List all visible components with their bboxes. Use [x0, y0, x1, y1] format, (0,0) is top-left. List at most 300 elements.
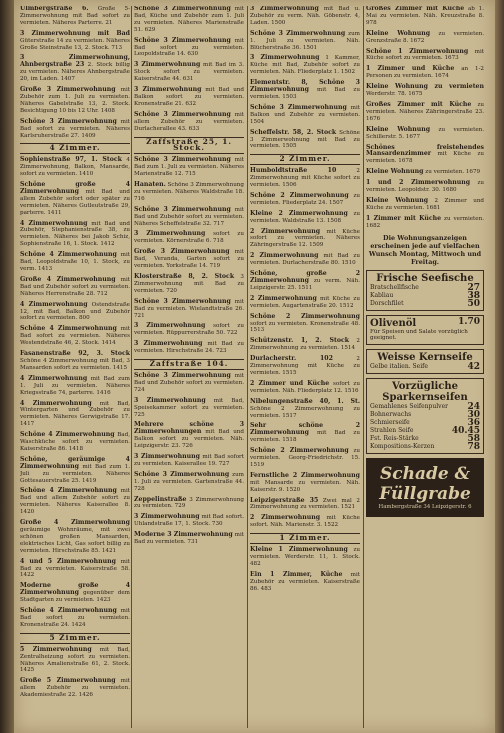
price-row [370, 363, 480, 371]
ad-body: mit Balkon und Zubehör zu vermieten. 1504 [250, 104, 360, 125]
ad-body: mit Bad zu vermieten. Durlacherstraße 80. 1510 [250, 253, 360, 267]
classified-ad [134, 323, 244, 337]
classified-ad [250, 572, 360, 593]
ad-headline: Ulmbergstraße 6. [20, 6, 89, 12]
product-name: Kompositions-Kerzen [370, 443, 435, 451]
classified-ad [250, 6, 360, 27]
olivenoel-title: Olivenöl [370, 317, 417, 329]
ad-headline: Schöne 4 Zimmerwohnung [20, 487, 117, 495]
ad-headline: Ein 1 Zimmer, Küche [250, 570, 343, 578]
ad-body: mit Bad, Zentralheizung sofort zu vermieten. Näheres Amalienstraße 61, 2. Stock. 1425 [20, 646, 130, 674]
ad-headline: 1 und 2 Zimmerwohnung [366, 179, 471, 187]
ad-list-col3-b [250, 168, 360, 529]
classified-ad [20, 252, 130, 273]
ad-body: geräumige Wohnräume, mit zwei schönen großen Mansarden, elektrisches Licht, Gas sofort billig zu vermieten. Hirschstraße 85. 1421 [20, 527, 130, 554]
column-2 [134, 6, 244, 728]
ad-headline: 3 Zimmerwohnung [134, 453, 200, 461]
ad-body: mit Bad und allem Zubehör sofort zu vermieten. Näheres Kaiserallee 8. 1420 [20, 488, 130, 516]
ad-body: zum 1. Juli zu vermieten. Gartenstraße 44. 728 [134, 471, 244, 492]
ad-headline: Schöne 4 Zimmerwohnung [20, 251, 117, 259]
kernseife-title: Weisse Kernseife [377, 352, 473, 364]
ad-headline: Fernstliche 2 Zimmerwohnung [250, 471, 360, 479]
section-heading-1-zimmer: 1 Zimmer. [250, 533, 360, 544]
ad-headline: Kleine 1 Zimmerwohnung [250, 546, 348, 554]
ad-body: mit Bad zu vermieten. Wielandtstraße 26. 721 [134, 298, 244, 319]
ad-body: Schöne 4 Zimmerwohnung mit Bad, 3 Mansarden sofort zu vermieten. 1415 [20, 357, 130, 371]
newspaper-page [14, 0, 495, 733]
classified-ad [20, 432, 130, 453]
ad-headline: Schöne 3 Zimmerwohnung [134, 110, 231, 118]
product-name: Bratschellfische [370, 283, 419, 291]
publication-notice: Die Wohnungsanzeigen erscheinen jede auf vielfachen Wunsch Montag, Mittwoch und Freitag. [368, 233, 482, 266]
advert-seefische-title: Frische Seefische [376, 272, 474, 284]
ad-body: mit Bad, Wintergarten und Zubehör zu vermieten. Näheres Gerwigstraße 17. 1417 [20, 400, 130, 428]
classified-ad [250, 130, 360, 151]
ad-headline: Hanaten. [134, 181, 166, 189]
ad-body: sofort zu vermieten. Körnerstraße 6. 718 [134, 231, 244, 245]
product-name: Bohnerwachs [370, 411, 412, 419]
classified-ad [134, 231, 244, 245]
classified-ad [366, 169, 484, 176]
ad-headline: 3 Zimmerwohnung [250, 6, 319, 12]
classified-ad [250, 55, 360, 76]
ad-body: Güterstraße 14 zu vermieten. Näheres Große Steinstraße 13, 2. Stock. 713 [20, 37, 130, 51]
ad-headline: Schöne 4 Zimmerwohnung [20, 607, 117, 615]
classified-ad [250, 271, 360, 292]
ad-headline: 2 Zimmerwohnung [250, 252, 319, 260]
price-row [370, 427, 480, 435]
ad-list-col2-b [134, 157, 244, 355]
ad-headline: Schönes freistehendes Mansardenzimmer [366, 143, 484, 158]
ad-body: Werderstr. 78. 1675 [366, 91, 423, 98]
ad-headline: Kleine 2 Zimmerwohnung [250, 209, 348, 217]
advert-schade-fuellgrabe [366, 458, 484, 517]
ad-headline: 3 Zimmerwohnung [250, 54, 320, 62]
ad-body: mit Bad sofort. Uhlandstraße 17, 1. Stock. 730 [134, 514, 244, 528]
ad-headline: Schöne 4 Zimmerwohnung [20, 431, 115, 439]
ad-body: mit Bad, Küche und Zubehör zum 1. Juli zu vermieten. Näheres Marienstraße 51. 629 [134, 6, 244, 33]
ad-body: 3 Zimmerwohnung mit Bad zu vermieten. 720 [134, 274, 244, 294]
ad-headline: Kleine Wohnung [366, 125, 431, 133]
price-row [370, 435, 480, 443]
ad-headline: Schöne 3 Zimmerwohnung [250, 103, 347, 111]
classified-ad [366, 102, 484, 123]
classified-ad [250, 31, 360, 52]
price-row [370, 411, 480, 419]
ad-headline: Schöne 2 Zimmerwohnung [250, 447, 349, 455]
section-heading-4-zimmer: 4 Zimmer. [20, 143, 130, 154]
ad-body: gegenüber dem Stadtgarten zu vermieten. 1423 [20, 590, 130, 604]
classified-ad [250, 423, 360, 444]
ad-body: Schöne 2 Zimmerwohnung zu vermieten. 1517 [250, 405, 360, 419]
ad-body: mit Bad zu vermieten. 1503 [250, 87, 360, 100]
classified-ad [134, 373, 244, 394]
store-address: Hambergstraße 34 Leipzigerstr. 6 [378, 504, 472, 511]
ad-list-col1-b [20, 157, 130, 628]
ad-body: Zwei mal 2 Zimmerwohnung zu vermieten. 1521 [250, 497, 360, 511]
ad-headline: Sehr schöne 2 Zimmerwohnung [250, 422, 360, 437]
classified-ad [134, 6, 244, 34]
ad-body: 4 Zimmerwohnung, Balkon, Mansarde, sofort zu vermieten. 1410 [20, 157, 130, 178]
classified-ad [250, 80, 360, 101]
section-heading-zaffstrasse: Zaffstraße 25, 1. Stock. [134, 137, 244, 155]
ad-headline: Schöne, geräumige 4 Zimmerwohnung [20, 455, 130, 470]
ad-headline: Schöne, große 2 Zimmerwohnung [250, 270, 360, 284]
classified-ad [366, 31, 484, 45]
ad-body: mit Bad sofort zu vermieten. Näheres Karlsruherstraße 27. 1409 [20, 118, 130, 139]
classified-ad [134, 398, 244, 419]
sparkernseifen-title: Vorzügliche Sparkernseifen [382, 381, 468, 404]
classified-ad [134, 249, 244, 270]
classified-ad [20, 87, 130, 115]
ad-headline: Schöne 3 Zimmerwohnung [134, 205, 231, 213]
ad-headline: Nibelungenstraße 40, 1. St. [250, 397, 360, 405]
ad-body: mit Bad und Zubehör sofort zu vermieten. Näheres Scheffelstraße 32. 717 [134, 206, 244, 227]
ad-headline: 4 und 5 Zimmerwohnung [20, 557, 116, 565]
store-logo: Schade & Füllgrabe [379, 464, 471, 505]
classified-ad [20, 277, 130, 298]
ad-headline: Fasanenstraße 92, 3. Stock [20, 350, 130, 358]
ad-body: mit Mansarde zu vermieten. Näh. Kaiserstr. 9. 1520 [250, 479, 360, 493]
ad-headline: Schöne 3 Zimmerwohnung [20, 117, 117, 125]
classified-ad [250, 356, 360, 377]
classified-ad [20, 583, 130, 604]
classified-ad [366, 66, 484, 80]
ad-list-col1-c [20, 647, 130, 699]
product-price: 50 [467, 298, 480, 309]
ad-body: mit Zubehör zum 1. Juli zu vermieten. Näheres Gabelstraße 13, 2. Stock. Besichtigung 10 bis 12 Uhr. 1408 [20, 87, 130, 114]
product-price: 58 [467, 434, 480, 445]
ad-body: mit allem Zubehör zu vermieten. Durlacherallee 43. 633 [134, 111, 244, 132]
ad-headline: 4 Zimmerwohnung [20, 374, 88, 382]
classified-ad [366, 84, 484, 98]
classified-ad [134, 62, 244, 83]
ad-body: 1 Kammer, Küche mit Bad, Zubehör sofort zu vermieten. Näh. Fliederplatz 1. 1502 [250, 55, 360, 76]
ad-body: sofort zu vermieten. Rüppurrerstraße 50. 722 [134, 323, 244, 337]
ad-body: mit Zubehör zu vermieten. Kaiserstraße 86. 483 [250, 571, 360, 592]
classified-ad [20, 221, 130, 249]
classified-ad [250, 338, 360, 352]
column-1 [20, 6, 130, 728]
price-row [370, 300, 480, 308]
classified-ad [20, 457, 130, 485]
product-price: 24 [467, 402, 480, 413]
ad-body: Schöne 3 Zimmerwohnung mit Bad zu vermieten. 1505 [250, 129, 360, 150]
column-rule [131, 6, 132, 728]
classified-ad [20, 55, 130, 83]
ad-body: mit Küche zu vermieten. 1678 [366, 151, 484, 165]
ad-body: mit Bad zum 1. Juli zu vermieten. Näheres Marienstraße 12. 715 [134, 157, 244, 178]
classified-ad [366, 180, 484, 194]
ad-headline: Große 3 Zimmerwohnung [20, 86, 116, 94]
advert-seefische [366, 270, 484, 311]
classified-ad [250, 105, 360, 126]
price-row [370, 292, 480, 300]
classified-ad [250, 193, 360, 207]
ad-body: Ostendstraße 12, mit Bad, Balkon und Zubehör sofort zu vermieten. 800 [20, 301, 130, 322]
ad-body: 2 Zimmerwohnung zu vermieten. 1514 [250, 338, 360, 352]
ad-headline: Kleine Wohnung [366, 29, 431, 37]
sparkernseifen-items [370, 403, 480, 451]
ad-body: sofort zu vermieten. Kronenstraße 48. 1513 [250, 320, 360, 334]
advert-seefische-items [370, 284, 480, 308]
classified-ad [250, 229, 360, 250]
ad-headline: Schöne 2 Zimmerwohnung [250, 191, 349, 199]
ad-body: mit Bad und Zubehör, Stephanienstraße 38, zu vermieten. Näheres bei Jakob Schiz, Sophienstraße 16, 1. Stock. 1412 [20, 220, 130, 248]
ad-headline: Moderne 3 Zimmerwohnung [134, 531, 233, 539]
ad-body: zum 1. Juli zu vermieten. Näh. Blücherstraße 36. 1501 [250, 30, 360, 51]
ad-headline: Sophienstraße 97, 1. Stock [20, 156, 122, 164]
ad-headline: Schöne große 4 Zimmerwohnung [20, 181, 130, 195]
ad-body: zu vermieten. Werderstr. 11, 1. Stock. 482 [250, 547, 360, 567]
advert-sparkernseifen [366, 378, 484, 454]
ad-body: zu vermieten. Fliederplatz 24. 1507 [250, 192, 360, 206]
ad-headline: 4 Zimmerwohnung [20, 219, 88, 227]
page-edge [495, 0, 504, 733]
classified-ad [20, 6, 130, 27]
classified-ad [134, 274, 244, 295]
ad-body: mit Bad sofort zu vermieten. Kaiserallee 19. 727 [134, 454, 244, 467]
ad-body: Schöne 3 Zimmerwohnung zu vermieten. Näheres Waldstraße 18. 716 [134, 182, 244, 202]
ad-body: 3 Zimmerwohnung zu vermieten. 729 [134, 496, 244, 510]
product-name: Schmierseife [370, 419, 410, 427]
classified-ad [134, 422, 244, 450]
classified-ad [134, 472, 244, 493]
classified-ad [134, 497, 244, 511]
classified-ad [366, 6, 484, 27]
advert-olivenoel [366, 315, 484, 346]
product-price: 42 [467, 362, 480, 373]
ad-headline: Moderne große 4 Zimmerwohnung [20, 582, 130, 597]
ad-body: mit Bad und allem Zubehör sofort oder später zu vermieten. Näheres Gutleutstraße 29, parterre. 1411 [20, 188, 130, 216]
ad-body: mit Bad zu vermieten. 1518 [250, 430, 360, 444]
ad-headline: Schöne 1 Zimmerwohnung [366, 47, 469, 55]
ad-body: mit Bad zum 1. Juli zu vermieten. Näheres Gottesauerstraße 25. 1419 [20, 463, 130, 484]
ad-body: mit Bad, Speisekammer sofort zu vermieten. 725 [134, 397, 244, 418]
classified-ad [134, 87, 244, 108]
advert-kernseife [366, 349, 484, 374]
classified-ad [250, 448, 360, 469]
ad-headline: Schöne 4 Zimmerwohnung [20, 325, 117, 333]
classified-ad [134, 532, 244, 546]
ad-headline: Große 4 Zimmerwohnung [20, 519, 130, 527]
ad-body: mit Bad im 3. Stock sofort zu vermieten. Kaiserstraße 44. 631 [134, 62, 244, 83]
classified-ad [366, 216, 484, 230]
section-heading-5-zimmer: 5 Zimmer. [20, 633, 130, 644]
ad-body: mit Bad sofort zu vermieten. Leopoldstraße 14. 630 [134, 37, 244, 58]
ad-headline: Durlacherstr. 102 [250, 355, 333, 363]
product-name: Gelbe italien. Seife [370, 363, 428, 371]
ad-headline: Schöne 3 Zimmerwohnung [134, 470, 230, 478]
ad-body: zu vermieten. Leopoldstr. 30. 1680 [366, 180, 484, 194]
ad-headline: Große 4 Zimmerwohnung [20, 275, 116, 283]
ad-body: mit Bad sofort zu vermieten. Kronenstraße 24. 1424 [20, 608, 130, 628]
classified-ad [20, 302, 130, 323]
price-row [370, 443, 480, 451]
classified-ad [250, 515, 360, 529]
classified-ad [20, 119, 130, 140]
price-row [370, 284, 480, 292]
ad-headline: 3 Zimmerwohnung [134, 230, 206, 238]
ad-headline: Schützenstr. 1, 2. Stock [250, 337, 350, 345]
ad-headline: Großes Zimmer mit Küche [366, 100, 472, 108]
ad-body: Große 5-Zimmerwohnung mit Bad sofort zu vermieten. Näheres Parterre. 21 [20, 6, 130, 26]
ad-headline: Kleine Wohnung zu vermieten [366, 83, 484, 91]
classified-ad [250, 296, 360, 310]
classified-ad [134, 341, 244, 355]
classified-ad [20, 401, 130, 429]
classified-ad [250, 253, 360, 267]
ad-headline: 3 Zimmerwohnung, Ahnbergstraße 23 [20, 54, 130, 69]
olivenoel-text: Für Speisen und Salate vorzüglich geeignet. [370, 328, 468, 342]
classified-ad [366, 49, 484, 63]
price-row [370, 403, 480, 411]
ad-headline: 2 Zimmerwohnung [250, 514, 321, 522]
ad-body: mit Küche sofort zu vermieten. Näheres Zähringerstraße 12. 1509 [250, 228, 360, 249]
ad-body: Bad, Waschküche sofort zu vermieten. Kaiserstraße 86. 1418 [20, 432, 130, 452]
ad-headline: 3 Zimmerwohnung [134, 513, 200, 521]
ad-headline: 1 Zimmer und Küche [366, 65, 455, 73]
ad-body: zu verm. Näh. Leipzigerstr. 25. 1511 [250, 278, 360, 291]
ad-body: mit Bad u. Zubehör zu verm. Näh. Göbenstr. 4, Laden. 1500 [250, 6, 360, 26]
classified-ad [250, 381, 360, 395]
column-4 [366, 6, 484, 728]
ad-headline: Humboldtstraße 10 [250, 167, 337, 175]
book-gutter-shadow [0, 0, 14, 733]
ad-body: mit Küche zu vermieten. Augartenstraße 20. 1512 [250, 295, 360, 309]
ad-headline: 4 Zimmerwohnung [20, 300, 88, 308]
ad-headline: Schöne 3 Zimmerwohnung [134, 371, 231, 379]
olivenoel-price: 1.70 [458, 316, 480, 327]
ad-body: mit Bad, Veranda, Garten sofort zu vermieten. Yorkstraße 14. 719 [134, 249, 244, 270]
ad-list-col4 [366, 6, 484, 230]
classified-ad [134, 38, 244, 59]
ad-body: zu vermieten. Schillerstr. 5. 1677 [366, 126, 484, 140]
classified-ad [134, 514, 244, 528]
classified-ad [134, 157, 244, 178]
classified-ad [20, 488, 130, 516]
ad-body: mit Bad und Balkon sofort zu vermieten. Kronenstraße 21. 632 [134, 87, 244, 107]
ad-body: 2 Zimmer und Küche zu vermieten. 1681 [366, 197, 484, 211]
product-price: 30 [467, 410, 480, 421]
ad-list-col3-a [250, 6, 360, 150]
ad-body: zu vermieten. Georg-Friedrichstr. 15. 1519 [250, 448, 360, 468]
ad-headline: 3 Zimmerwohnung [134, 61, 201, 69]
ad-body: mit Bad und Zubehör sofort zu vermieten. Näheres Herrenstraße 28. 712 [20, 276, 130, 297]
classified-ad [250, 473, 360, 494]
product-name: Gemahlenes Seifenpulver [370, 403, 448, 411]
ad-headline: Kleine Wohnung [366, 168, 424, 176]
ad-list-col3-c [250, 547, 360, 592]
product-price: 38 [467, 290, 480, 301]
classified-ad [20, 520, 130, 555]
product-name: Kabliau [370, 291, 394, 299]
ad-headline: Große 5 Zimmerwohnung [20, 677, 116, 685]
product-price: 36 [467, 418, 480, 429]
ad-body: zu vermieten. 1682 [366, 215, 484, 229]
ad-body: 2 Zimmerwohnung mit Küche zu vermieten. 1515 [250, 356, 360, 376]
column-3 [250, 6, 360, 728]
ad-headline: 2 Zimmer und Küche [250, 379, 330, 387]
classified-ad [20, 182, 130, 217]
ad-headline: Schöne 3 Zimmerwohnung [250, 29, 346, 37]
ad-headline: 3 Zimmerwohnung [134, 86, 202, 94]
classified-ad [366, 145, 484, 166]
ad-body: mit Bad und Zubehör sofort zu vermieten. 724 [134, 372, 244, 393]
product-name: Fst. Reis-Stärke [370, 435, 419, 443]
ad-headline: 3 Zimmerwohnung [134, 340, 203, 348]
ad-headline: 2 Zimmerwohnung [250, 227, 321, 235]
ad-headline: Schöne 3 Zimmerwohnung [134, 6, 231, 12]
ad-body: mit allem Zubehör zu vermieten. Akademiestraße 22. 1426 [20, 678, 130, 699]
ad-headline: Schöne 3 Zimmerwohnung [134, 36, 231, 44]
ad-headline: 3 Zimmerwohnung [134, 396, 206, 404]
ad-headline: Zeppelinstraße [134, 495, 187, 503]
classified-ad [20, 351, 130, 372]
ad-headline: Große 3 Zimmerwohnung [134, 248, 230, 256]
ad-body: zu vermieten. Waldstraße 13. 1508 [250, 210, 360, 224]
ad-body: mit Küche sofort. Näh. Marienstr. 3. 1522 [250, 515, 360, 529]
product-price: 78 [467, 442, 480, 453]
classified-ad [366, 127, 484, 141]
ad-headline: 4 Zimmerwohnung [20, 399, 92, 407]
ad-body: zu vermieten. 1679 [423, 169, 481, 176]
ad-headline: Leipzigerstraße 35 [250, 496, 319, 504]
ad-headline: Schöne 3 Zimmerwohnung [134, 297, 231, 305]
product-name: Strahlen Seife [370, 427, 414, 435]
ad-body: mit Bad zum 1. Juli zu vermieten. Näheres Kriegsstraße 74, parterre. 1416 [20, 375, 130, 396]
ad-body: 2 Zimmerwohnung mit Küche sofort zu vermieten. 1506 [250, 168, 360, 189]
ad-headline: 5 Zimmerwohnung [20, 645, 92, 653]
ad-headline: 3 Zimmerwohnung [134, 322, 206, 330]
classified-ad [20, 31, 130, 52]
ad-body: sofort zu vermieten. Näh. Fliederplatz 12. 1516 [250, 380, 360, 394]
ad-body: mit Bad und Balkon sofort zu vermieten. Näh. Leipzigerstr. 23. 726 [134, 429, 244, 450]
ad-body: mit Bad zu vermieten. Hirschstraße 24. 723 [134, 341, 244, 355]
ad-body: zu vermieten. Grenzstraße 8. 1672 [366, 30, 484, 44]
classified-ad [20, 647, 130, 675]
ad-headline: Schöne 2 Zimmerwohnung [250, 312, 360, 320]
ad-headline: Scheffelstr. 58, 2. Stock [250, 128, 337, 136]
ad-body: zu vermieten. Näheres Zähringerstraße 23. 1676 [366, 101, 484, 122]
olivenoel-row [370, 318, 480, 329]
ad-body: mit Bad, Leopoldstraße 10, 1. Stock, zu verm. 1413 [20, 252, 130, 272]
classified-ad [250, 399, 360, 420]
ad-headline: 1 Zimmer mit Küche [366, 214, 442, 222]
classified-ad [134, 299, 244, 320]
ad-list-col2-c [134, 373, 244, 546]
classified-ad [250, 498, 360, 512]
ad-body: mit Bad zu vermieten. 731 [134, 532, 244, 546]
product-price: 40.45 [451, 426, 480, 437]
classified-ad [20, 608, 130, 629]
ad-headline: Mehrere schöne 3 Zimmerwohnungen [134, 421, 244, 436]
classified-ad [20, 559, 130, 580]
classified-ad [20, 157, 130, 178]
ad-headline: Elementstr. 8, Schöne 3 Zimmerwohnung [250, 79, 360, 94]
column-rule [363, 6, 364, 728]
classified-ad [134, 112, 244, 133]
classified-ad [134, 182, 244, 203]
ad-body: mit Küche sofort zu vermieten. 1673 [366, 48, 484, 62]
classified-ad [134, 454, 244, 468]
classified-ad [250, 314, 360, 335]
classified-ad [250, 211, 360, 225]
column-rule [247, 6, 248, 728]
product-name: Dorschfilet [370, 299, 404, 307]
ad-body: ab 1. Mai zu vermieten. Näh. Kreuzstraße 8. 978 [366, 6, 484, 26]
section-heading-2-zimmer: 2 Zimmer. [250, 154, 360, 165]
